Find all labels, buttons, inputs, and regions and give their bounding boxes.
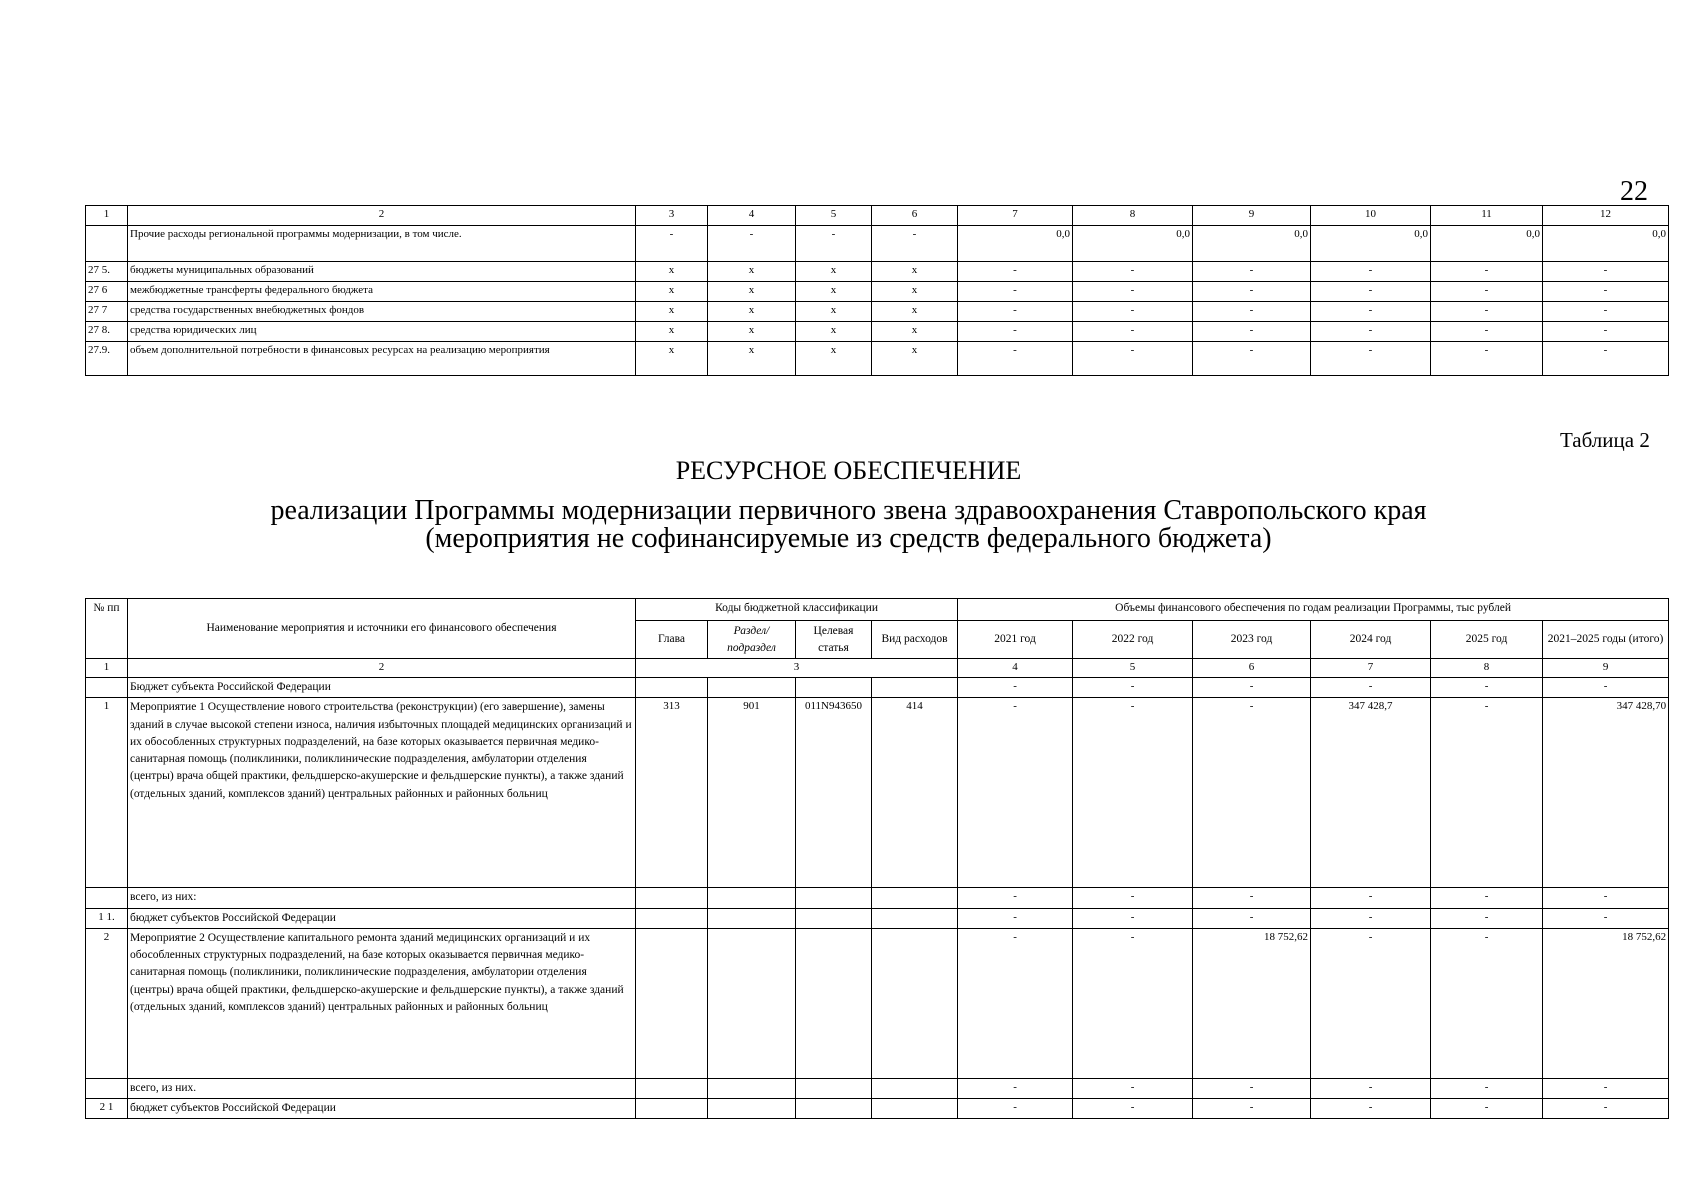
code-cell: х xyxy=(872,262,958,282)
top-header-cell: 5 xyxy=(796,206,872,226)
header-num: № пп xyxy=(86,599,128,659)
value-cell: - xyxy=(1431,282,1543,302)
header-vid: Вид расходов xyxy=(872,621,958,659)
value-cell: 18 752,62 xyxy=(1543,928,1669,1078)
value-cell: - xyxy=(1193,888,1311,908)
row-num: 27.9. xyxy=(86,342,128,376)
code-cell: 011N943650 xyxy=(796,698,872,888)
value-cell: - xyxy=(1431,302,1543,322)
row-num: 1 xyxy=(86,698,128,888)
code-cell: х xyxy=(636,282,708,302)
code-cell xyxy=(636,678,708,698)
value-cell: - xyxy=(1311,1078,1431,1098)
value-cell: - xyxy=(1073,262,1193,282)
value-cell: - xyxy=(958,888,1073,908)
table-row xyxy=(86,698,1669,888)
header-name: Наименование мероприятия и источники его финансового обеспечения xyxy=(128,599,636,659)
value-cell: - xyxy=(1543,342,1669,376)
value-cell: 0,0 xyxy=(1543,226,1669,262)
code-cell xyxy=(708,678,796,698)
top-header-cell: 1 xyxy=(86,206,128,226)
code-cell xyxy=(708,908,796,928)
header-year-2023: 2023 год xyxy=(1193,621,1311,659)
top-header-cell: 10 xyxy=(1311,206,1431,226)
row-name: объем дополнительной потребности в финансовых ресурсах на реализацию мероприятия xyxy=(128,342,636,376)
value-cell: 0,0 xyxy=(1193,226,1311,262)
value-cell: - xyxy=(1543,678,1669,698)
value-cell: - xyxy=(1073,908,1193,928)
value-cell: - xyxy=(1193,322,1311,342)
value-cell: - xyxy=(958,678,1073,698)
value-cell: - xyxy=(1431,888,1543,908)
row-num: 27 7 xyxy=(86,302,128,322)
value-cell: 0,0 xyxy=(1073,226,1193,262)
value-cell: - xyxy=(1193,262,1311,282)
value-cell: - xyxy=(958,928,1073,1078)
code-cell: х xyxy=(708,302,796,322)
row-name: средства государственных внебюджетных фондов xyxy=(128,302,636,322)
row-num: 27 8. xyxy=(86,322,128,342)
code-cell: х xyxy=(708,262,796,282)
row-name: бюджет субъектов Российской Федерации xyxy=(128,1099,636,1119)
code-cell: х xyxy=(636,302,708,322)
index-cell: 8 xyxy=(1431,659,1543,678)
value-cell: - xyxy=(1311,282,1431,302)
value-cell: - xyxy=(1311,1099,1431,1119)
code-cell xyxy=(708,1078,796,1098)
row-num: 1 1. xyxy=(86,908,128,928)
row-name: межбюджетные трансферты федерального бюджета xyxy=(128,282,636,302)
table-row xyxy=(86,908,1669,928)
code-cell xyxy=(708,928,796,1078)
table-row xyxy=(86,1099,1669,1119)
value-cell: - xyxy=(1311,678,1431,698)
value-cell: - xyxy=(1193,698,1311,888)
code-cell xyxy=(708,888,796,908)
row-name: средства юридических лиц xyxy=(128,322,636,342)
value-cell: - xyxy=(1431,342,1543,376)
code-cell xyxy=(796,1099,872,1119)
code-cell: - xyxy=(636,226,708,262)
doc-subtitle-2: (мероприятия не софинансируемые из средств федерального бюджета) xyxy=(425,523,1272,554)
top-header-cell: 2 xyxy=(128,206,636,226)
main-table xyxy=(85,598,1669,1119)
value-cell: - xyxy=(1073,1078,1193,1098)
code-cell: х xyxy=(708,342,796,376)
value-cell: - xyxy=(1311,302,1431,322)
value-cell: - xyxy=(1073,302,1193,322)
code-cell: х xyxy=(708,322,796,342)
value-cell: - xyxy=(1193,302,1311,322)
code-cell: х xyxy=(872,302,958,322)
row-name: всего, из них: xyxy=(128,888,636,908)
code-cell: х xyxy=(636,322,708,342)
table-row xyxy=(86,928,1669,1078)
row-name: Мероприятие 1 Осуществление нового строительства (реконструкции) (его завершение), замены зданий в случае высокой степени износа, наличия избыточных площадей медицинских организаций и их обособленных структурных подразделений, на базе которых оказывается первичная медико-санитарная помощь (поликлиники, поликлинические подразделения, амбулатории отделения (центры) врача общей практики, фельдшерско-акушерские и фельдшерские пункты), а также зданий (отдельных зданий, комплексов зданий) центральных районных и районных больниц xyxy=(128,698,636,888)
value-cell: - xyxy=(958,322,1073,342)
code-cell xyxy=(796,1078,872,1098)
value-cell: - xyxy=(1543,1099,1669,1119)
code-cell: 901 xyxy=(708,698,796,888)
top-header-cell: 8 xyxy=(1073,206,1193,226)
table-row xyxy=(86,282,1669,302)
code-cell: х xyxy=(796,342,872,376)
value-cell: - xyxy=(1311,262,1431,282)
row-num xyxy=(86,678,128,698)
value-cell: - xyxy=(1311,928,1431,1078)
row-num: 27 6 xyxy=(86,282,128,302)
row-num: 2 xyxy=(86,928,128,1078)
code-cell xyxy=(636,928,708,1078)
top-table xyxy=(85,205,1669,376)
row-name: Бюджет субъекта Российской Федерации xyxy=(128,678,636,698)
value-cell: - xyxy=(1311,342,1431,376)
doc-title: РЕСУРСНОЕ ОБЕСПЕЧЕНИЕ xyxy=(675,456,1022,485)
value-cell: - xyxy=(958,1078,1073,1098)
row-num: 2 1 xyxy=(86,1099,128,1119)
value-cell: 0,0 xyxy=(1431,226,1543,262)
value-cell: - xyxy=(1431,928,1543,1078)
code-cell: х xyxy=(796,322,872,342)
header-year-2022: 2022 год xyxy=(1073,621,1193,659)
code-cell: х xyxy=(796,302,872,322)
row-num xyxy=(86,888,128,908)
value-cell: - xyxy=(1311,888,1431,908)
row-name: бюджеты муниципальных образований xyxy=(128,262,636,282)
code-cell: х xyxy=(636,342,708,376)
table-row xyxy=(86,342,1669,376)
value-cell: - xyxy=(1543,282,1669,302)
value-cell: - xyxy=(1311,908,1431,928)
code-cell xyxy=(796,678,872,698)
table-row xyxy=(86,226,1669,262)
top-header-cell: 12 xyxy=(1543,206,1669,226)
row-name: бюджет субъектов Российской Федерации xyxy=(128,908,636,928)
row-name: всего, из них. xyxy=(128,1078,636,1098)
code-cell xyxy=(872,678,958,698)
value-cell: - xyxy=(958,302,1073,322)
top-header-cell: 4 xyxy=(708,206,796,226)
index-cell: 4 xyxy=(958,659,1073,678)
value-cell: 18 752,62 xyxy=(1193,928,1311,1078)
row-num xyxy=(86,1078,128,1098)
top-header-cell: 11 xyxy=(1431,206,1543,226)
code-cell xyxy=(796,928,872,1078)
code-cell xyxy=(636,888,708,908)
value-cell: - xyxy=(958,1099,1073,1119)
header-year-2025: 2025 год xyxy=(1431,621,1543,659)
value-cell: - xyxy=(1193,908,1311,928)
code-cell xyxy=(636,908,708,928)
value-cell: - xyxy=(1543,908,1669,928)
index-cell: 5 xyxy=(1073,659,1193,678)
table-label: Таблица 2 xyxy=(1560,428,1650,452)
value-cell: - xyxy=(1311,322,1431,342)
header-razdel: Раздел/ подраздел xyxy=(708,621,796,659)
value-cell: - xyxy=(1543,262,1669,282)
value-cell: - xyxy=(1543,1078,1669,1098)
value-cell: - xyxy=(1073,698,1193,888)
value-cell: - xyxy=(1073,342,1193,376)
value-cell: - xyxy=(1193,678,1311,698)
code-cell: - xyxy=(872,226,958,262)
row-name: Прочие расходы региональной программы модернизации, в том числе. xyxy=(128,226,636,262)
code-cell xyxy=(872,1099,958,1119)
code-cell: - xyxy=(796,226,872,262)
code-cell xyxy=(872,888,958,908)
code-cell: х xyxy=(872,342,958,376)
header-celevaya: Целевая статья xyxy=(796,621,872,659)
code-cell xyxy=(872,908,958,928)
page-number: 22 xyxy=(1620,176,1648,207)
value-cell: - xyxy=(1431,1099,1543,1119)
code-cell: х xyxy=(708,282,796,302)
index-cell: 9 xyxy=(1543,659,1669,678)
value-cell: - xyxy=(1073,282,1193,302)
value-cell: - xyxy=(1431,698,1543,888)
value-cell: - xyxy=(1073,1099,1193,1119)
value-cell: - xyxy=(1193,342,1311,376)
code-cell: 414 xyxy=(872,698,958,888)
header-volumes: Объемы финансового обеспечения по годам реализации Программы, тыс рублей xyxy=(958,599,1669,621)
code-cell: - xyxy=(708,226,796,262)
code-cell xyxy=(636,1078,708,1098)
header-year-total: 2021–2025 годы (итого) xyxy=(1543,621,1669,659)
doc-subtitle-1: реализации Программы модернизации первичного звена здравоохранения Ставропольского края xyxy=(270,495,1427,526)
value-cell: - xyxy=(1073,928,1193,1078)
code-cell: 313 xyxy=(636,698,708,888)
value-cell: - xyxy=(1073,678,1193,698)
value-cell: - xyxy=(958,698,1073,888)
code-cell xyxy=(796,888,872,908)
code-cell: х xyxy=(796,262,872,282)
code-cell: х xyxy=(636,262,708,282)
value-cell: - xyxy=(958,262,1073,282)
code-cell xyxy=(796,908,872,928)
top-header-row xyxy=(86,206,1669,226)
header-year-2024: 2024 год xyxy=(1311,621,1431,659)
top-header-cell: 6 xyxy=(872,206,958,226)
code-cell: х xyxy=(872,322,958,342)
table-row xyxy=(86,302,1669,322)
index-cell: 1 xyxy=(86,659,128,678)
value-cell: - xyxy=(958,908,1073,928)
header-glava: Глава xyxy=(636,621,708,659)
code-cell xyxy=(872,1078,958,1098)
top-header-cell: 7 xyxy=(958,206,1073,226)
value-cell: - xyxy=(1431,322,1543,342)
value-cell: - xyxy=(1193,1099,1311,1119)
value-cell: 0,0 xyxy=(1311,226,1431,262)
code-cell xyxy=(708,1099,796,1119)
index-cell: 3 xyxy=(636,659,958,678)
value-cell: - xyxy=(1431,678,1543,698)
table-row xyxy=(86,1078,1669,1098)
value-cell: - xyxy=(958,342,1073,376)
top-header-cell: 9 xyxy=(1193,206,1311,226)
row-name: Мероприятие 2 Осуществление капитального ремонта зданий медицинских организаций и их обособленных структурных подразделений, на базе которых оказывается первичная медико-санитарная помощь (поликлиники, поликлинические подразделения, амбулатории отделения (центры) врача общей практики, фельдшерско-акушерские и фельдшерские пункты), а также зданий (отдельных зданий, комплексов зданий) центральных районных и районных больниц xyxy=(128,928,636,1078)
value-cell: 347 428,7 xyxy=(1311,698,1431,888)
top-header-cell: 3 xyxy=(636,206,708,226)
index-cell: 7 xyxy=(1311,659,1431,678)
table-row xyxy=(86,888,1669,908)
value-cell: - xyxy=(1193,1078,1311,1098)
code-cell: х xyxy=(796,282,872,302)
index-cell: 6 xyxy=(1193,659,1311,678)
code-cell xyxy=(636,1099,708,1119)
table-row xyxy=(86,262,1669,282)
table-row xyxy=(86,678,1669,698)
value-cell: - xyxy=(958,282,1073,302)
table-row xyxy=(86,322,1669,342)
value-cell: - xyxy=(1543,888,1669,908)
value-cell: - xyxy=(1431,262,1543,282)
value-cell: 347 428,70 xyxy=(1543,698,1669,888)
value-cell: - xyxy=(1073,322,1193,342)
header-year-2021: 2021 год xyxy=(958,621,1073,659)
code-cell xyxy=(872,928,958,1078)
value-cell: - xyxy=(1431,908,1543,928)
row-num xyxy=(86,226,128,262)
row-num: 27 5. xyxy=(86,262,128,282)
index-cell: 2 xyxy=(128,659,636,678)
value-cell: - xyxy=(1073,888,1193,908)
value-cell: - xyxy=(1193,282,1311,302)
header-codes: Коды бюджетной классификации xyxy=(636,599,958,621)
value-cell: 0,0 xyxy=(958,226,1073,262)
value-cell: - xyxy=(1431,1078,1543,1098)
value-cell: - xyxy=(1543,302,1669,322)
value-cell: - xyxy=(1543,322,1669,342)
code-cell: х xyxy=(872,282,958,302)
